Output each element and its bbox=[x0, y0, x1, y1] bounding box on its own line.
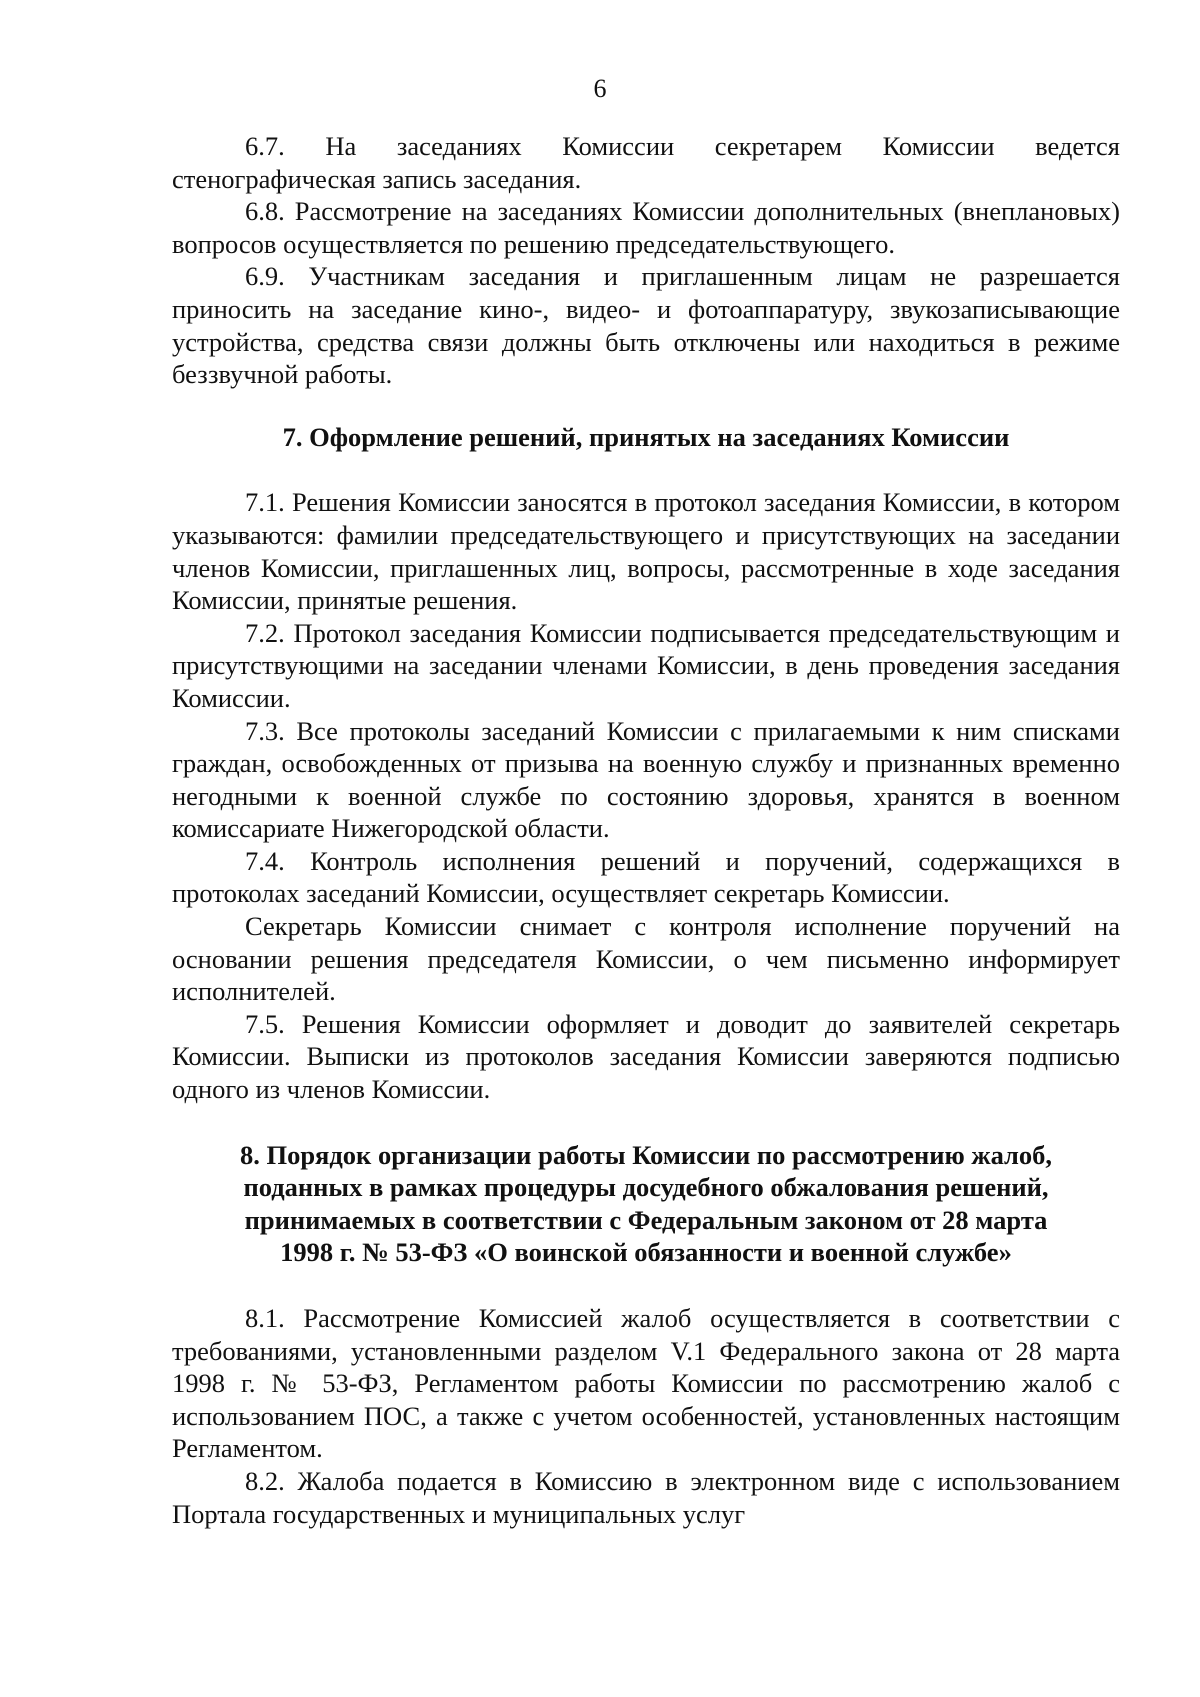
section-8-heading bbox=[172, 1139, 1120, 1269]
paragraph-6-9: 6.9. Участникам заседания и приглашенным лицам не разрешается приносить на заседание кино-, видео- и фотоаппаратуру, звукозаписывающие устройства, средства связи должны быть отключены или находиться в режиме беззвучной работы. bbox=[172, 261, 1120, 390]
paragraph-8-2: 8.2. Жалоба подается в Комиссию в электронном виде с использованием Портала государственных и муниципальных услуг bbox=[172, 1465, 1120, 1529]
paragraph-8-1: 8.1. Рассмотрение Комиссией жалоб осуществляется в соответствии с требованиями, установленными разделом V.1 Федерального закона от 28 марта 1998 г. № 53-ФЗ, Регламентом работы Комиссии по рассмотрению жалоб с использованием ПОС, а также с учетом особенностей, установленных настоящим Регламентом. bbox=[172, 1303, 1120, 1464]
paragraph-7-3: 7.3. Все протоколы заседаний Комиссии с прилагаемыми к ним списками граждан, освобожденных от призыва на военную службу и признанных временно негодными к военной службе по состоянию здоровья, хранятся в военном комиссариате Нижегородской области. bbox=[172, 715, 1120, 844]
paragraph-7-5: 7.5. Решения Комиссии оформляет и доводит до заявителей секретарь Комиссии. Выписки из протоколов заседания Комиссии заверяются подписью одного из членов Комиссии. bbox=[172, 1008, 1120, 1105]
page-number: 6 bbox=[593, 74, 607, 103]
paragraph-7-2: 7.2. Протокол заседания Комиссии подписывается председательствующим и присутствующими на заседании членами Комиссии, в день проведения заседания Комиссии. bbox=[172, 617, 1120, 713]
document-body bbox=[172, 130, 1120, 1530]
paragraph-7-4-secretary: Секретарь Комиссии снимает с контроля исполнение поручений на основании решения председателя Комиссии, о чем письменно информирует исполнителей. bbox=[172, 911, 1120, 1007]
section-8-heading-line: принимаемых в соответствии с Федеральным законом от 28 марта bbox=[244, 1204, 1048, 1235]
section-8-heading-line: поданных в рамках процедуры досудебного обжалования решений, bbox=[243, 1172, 1049, 1203]
section-8-heading-line: 8. Порядок организации работы Комиссии по рассмотрению жалоб, bbox=[239, 1139, 1053, 1170]
section-7-heading: 7. Оформление решений, принятых на заседаниях Комиссии bbox=[282, 421, 1010, 452]
paragraph-7-4: 7.4. Контроль исполнения решений и поручений, содержащихся в протоколах заседаний Комиссии, осуществляет секретарь Комиссии. bbox=[172, 845, 1120, 909]
paragraph-6-8: 6.8. Рассмотрение на заседаниях Комиссии дополнительных (внеплановых) вопросов осуществляется по решению председательствующего. bbox=[172, 196, 1120, 259]
paragraph-6-7: 6.7. На заседаниях Комиссии секретарем Комиссии ведется стенографическая запись заседания. bbox=[172, 131, 1120, 194]
section-8-heading-line: 1998 г. № 53-ФЗ «О воинской обязанности и военной службе» bbox=[280, 1237, 1012, 1268]
paragraph-7-1: 7.1. Решения Комиссии заносятся в протокол заседания Комиссии, в котором указываются: фамилии председательствующего и присутствующих на заседании членов Комиссии, приглашенных лиц, вопросы, рассмотренные в ходе заседания Комиссии, принятые решения. bbox=[172, 487, 1120, 616]
